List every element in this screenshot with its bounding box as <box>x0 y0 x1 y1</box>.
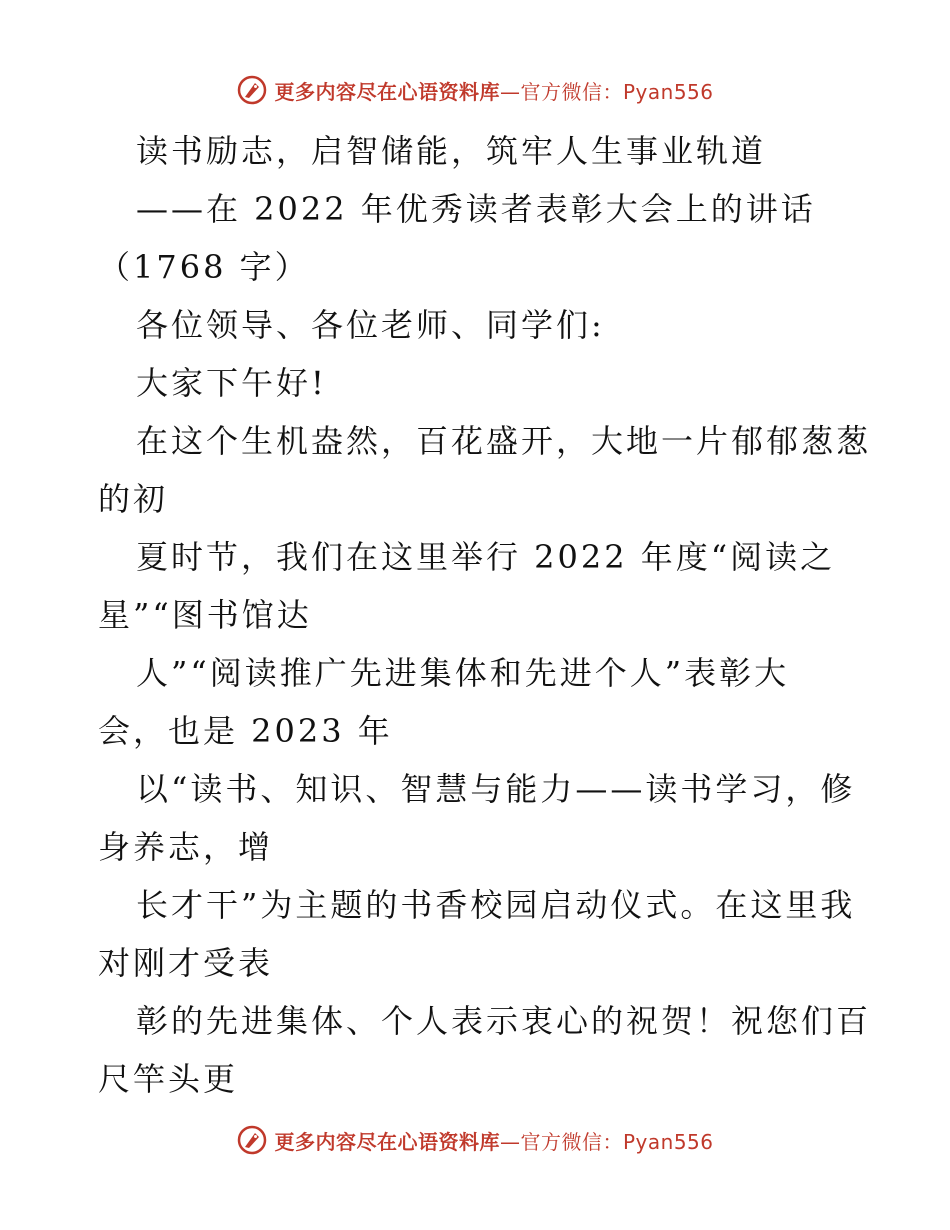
document-line: 长才干”为主题的书香校园启动仪式。在这里我 <box>136 886 856 924</box>
document-line: 人”“阅读推广先进集体和先进个人”表彰大 <box>136 654 790 692</box>
watermark-wechat-id: Pyan556 <box>622 1129 714 1154</box>
document-line: 在这个生机盎然，百花盛开，大地一片郁郁葱葱 <box>136 422 872 460</box>
document-line: 读书励志，启智储能，筑牢人生事业轨道 <box>136 132 767 170</box>
document-line: 以“读书、知识、智慧与能力——读书学习，修 <box>136 770 856 808</box>
document-line: 会，也是 2023 年 <box>98 712 393 750</box>
watermark-text <box>274 1126 713 1155</box>
watermark-wechat-label: 官方微信： <box>520 79 623 104</box>
watermark-separator: — <box>499 79 521 104</box>
document-line: 彰的先进集体、个人表示衷心的祝贺！祝您们百 <box>136 1002 872 1040</box>
document-line: 夏时节，我们在这里举行 2022 年度“阅读之 <box>136 538 836 576</box>
watermark-brand: 更多内容尽在心语资料库 <box>274 79 500 104</box>
document-line: 身养志，增 <box>98 828 274 866</box>
document-body <box>98 122 872 1108</box>
pen-nib-circle-icon <box>236 74 268 106</box>
document-line: 对刚才受表 <box>98 944 274 982</box>
document-line: 尺竿头更 <box>98 1060 239 1098</box>
watermark-brand: 更多内容尽在心语资料库 <box>274 1129 500 1154</box>
watermark-separator: — <box>499 1129 521 1154</box>
document-line: ——在 2022 年优秀读者表彰大会上的讲话 <box>136 190 816 228</box>
document-line: （1768 字） <box>98 248 310 286</box>
document-line: 各位领导、各位老师、同学们: <box>136 306 605 344</box>
footer-watermark <box>0 1120 950 1160</box>
header-watermark <box>0 70 950 110</box>
document-line: 星”“图书馆达 <box>98 596 312 634</box>
watermark-group <box>236 1124 713 1156</box>
watermark-wechat-id: Pyan556 <box>622 79 714 104</box>
watermark-group <box>236 74 713 106</box>
document-line: 大家下午好! <box>136 364 327 402</box>
pen-nib-circle-icon <box>236 1124 268 1156</box>
document-line: 的初 <box>98 480 169 518</box>
watermark-text <box>274 76 713 105</box>
watermark-wechat-label: 官方微信： <box>520 1129 623 1154</box>
